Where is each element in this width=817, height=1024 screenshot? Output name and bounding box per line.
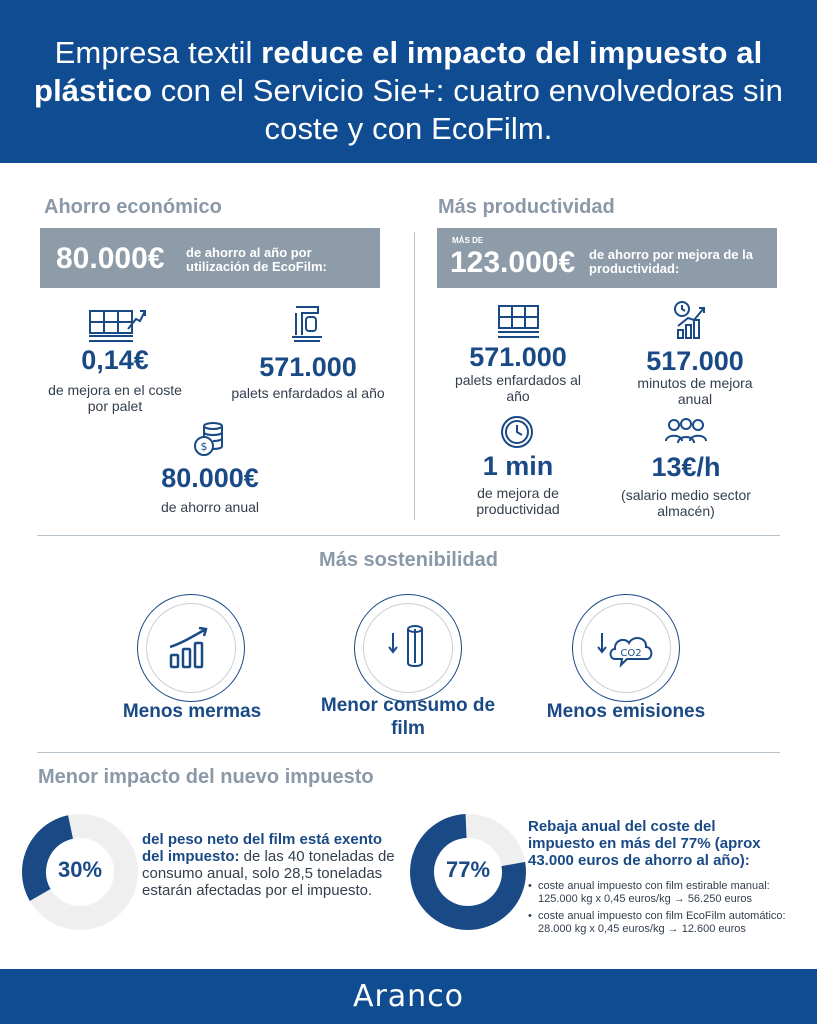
ahorro-box-text: de ahorro al año por utilización de EcoFilm:	[186, 245, 327, 274]
page-title	[0, 34, 817, 148]
productividad-box-text: de ahorro por mejora de la productividad:	[589, 247, 753, 276]
stat-value: 571.000	[469, 342, 567, 372]
clock-icon	[500, 415, 534, 449]
stat-value: 0,14€	[81, 345, 149, 375]
sostenibilidad-label: Menos mermas	[122, 701, 262, 722]
clock-chart-icon	[672, 300, 708, 340]
productividad-title: Más productividad	[438, 196, 615, 218]
impuesto-title: Menor impacto del nuevo impuesto	[38, 766, 374, 788]
list-item: • coste anual impuesto con film estirable manual: 125.000 kg x 0,45 euros/kg → 56.250 euros	[528, 880, 798, 906]
ahorro-summary-box	[40, 228, 380, 288]
productividad-box-prefix: MÁS DE	[452, 236, 484, 245]
svg-text:$: $	[200, 440, 208, 453]
stat-value: 517.000	[646, 346, 744, 376]
stat-label: de mejora de productividad	[476, 485, 560, 517]
footer	[0, 969, 817, 1024]
stat-label: palets enfardados al año	[454, 372, 582, 404]
ahorro-box-amount: 80.000€	[56, 242, 165, 275]
title-part-1: Empresa textil	[54, 35, 262, 70]
impuesto-left-bold: del peso neto del film está exento del impuesto:	[142, 831, 383, 865]
impuesto-left-text	[142, 831, 397, 899]
ahorro-title: Ahorro económico	[44, 196, 222, 218]
productividad-box-amount: 123.000€	[450, 246, 576, 279]
wrapping-machine-icon	[290, 305, 324, 343]
mermas-circle	[137, 594, 245, 702]
impuesto-bullets	[528, 880, 798, 940]
section-divider	[37, 535, 780, 536]
sostenibilidad-title: Más sostenibilidad	[319, 549, 498, 571]
title-part-2: con el Servicio Sie+: cuatro envolvedoras sin coste y con EcoFilm.	[151, 73, 783, 146]
stat-value: 571.000	[259, 352, 357, 382]
sostenibilidad-label: Menor consumo de film	[320, 695, 496, 739]
bar-growth-icon	[166, 623, 216, 671]
impuesto-left-body: de las 40 toneladas de consumo anual, solo 28,5 toneladas estarán afectadas por el impuesto.	[142, 848, 395, 899]
workers-icon	[664, 417, 708, 447]
stat-label: de mejora en el coste por palet	[48, 382, 182, 414]
coins-icon	[193, 421, 225, 457]
impuesto-right-head: Rebaja anual del coste del impuesto en más del 77% (aprox 43.000 euros de ahorro al año):	[528, 818, 761, 869]
stat-label: (salario medio sector almacén)	[621, 487, 751, 519]
title-bold: reduce el impacto del impuesto al plástico	[34, 35, 763, 108]
stat-label: palets enfardados al año	[231, 385, 385, 401]
stat-value: 80.000€	[161, 463, 259, 493]
film-circle	[354, 594, 462, 702]
sostenibilidad-label: Menos emisiones	[546, 701, 706, 722]
stat-value: 1 min	[482, 451, 554, 481]
pallet-growth-icon	[88, 305, 148, 345]
section-divider	[37, 752, 780, 753]
header-banner	[0, 0, 817, 163]
aranco-logo: Aranco	[352, 979, 465, 1014]
pallet-icon	[497, 302, 541, 340]
stat-value: 13€/h	[651, 452, 721, 482]
stat-label: minutos de mejora anual	[637, 375, 753, 407]
list-item: • coste anual impuesto con film EcoFilm automático: 28.000 kg x 0,45 euros/kg → 12.600 euros	[528, 910, 798, 936]
svg-text:CO2: CO2	[620, 648, 642, 659]
donut-30-label: 30%	[57, 857, 103, 882]
stat-label: de ahorro anual	[160, 499, 260, 515]
film-roll-icon	[387, 623, 431, 671]
donut-77-label: 77%	[445, 857, 491, 882]
co2-cloud-icon	[597, 625, 657, 669]
emisiones-circle	[572, 594, 680, 702]
column-divider	[414, 232, 415, 520]
productividad-summary-box	[437, 228, 777, 288]
